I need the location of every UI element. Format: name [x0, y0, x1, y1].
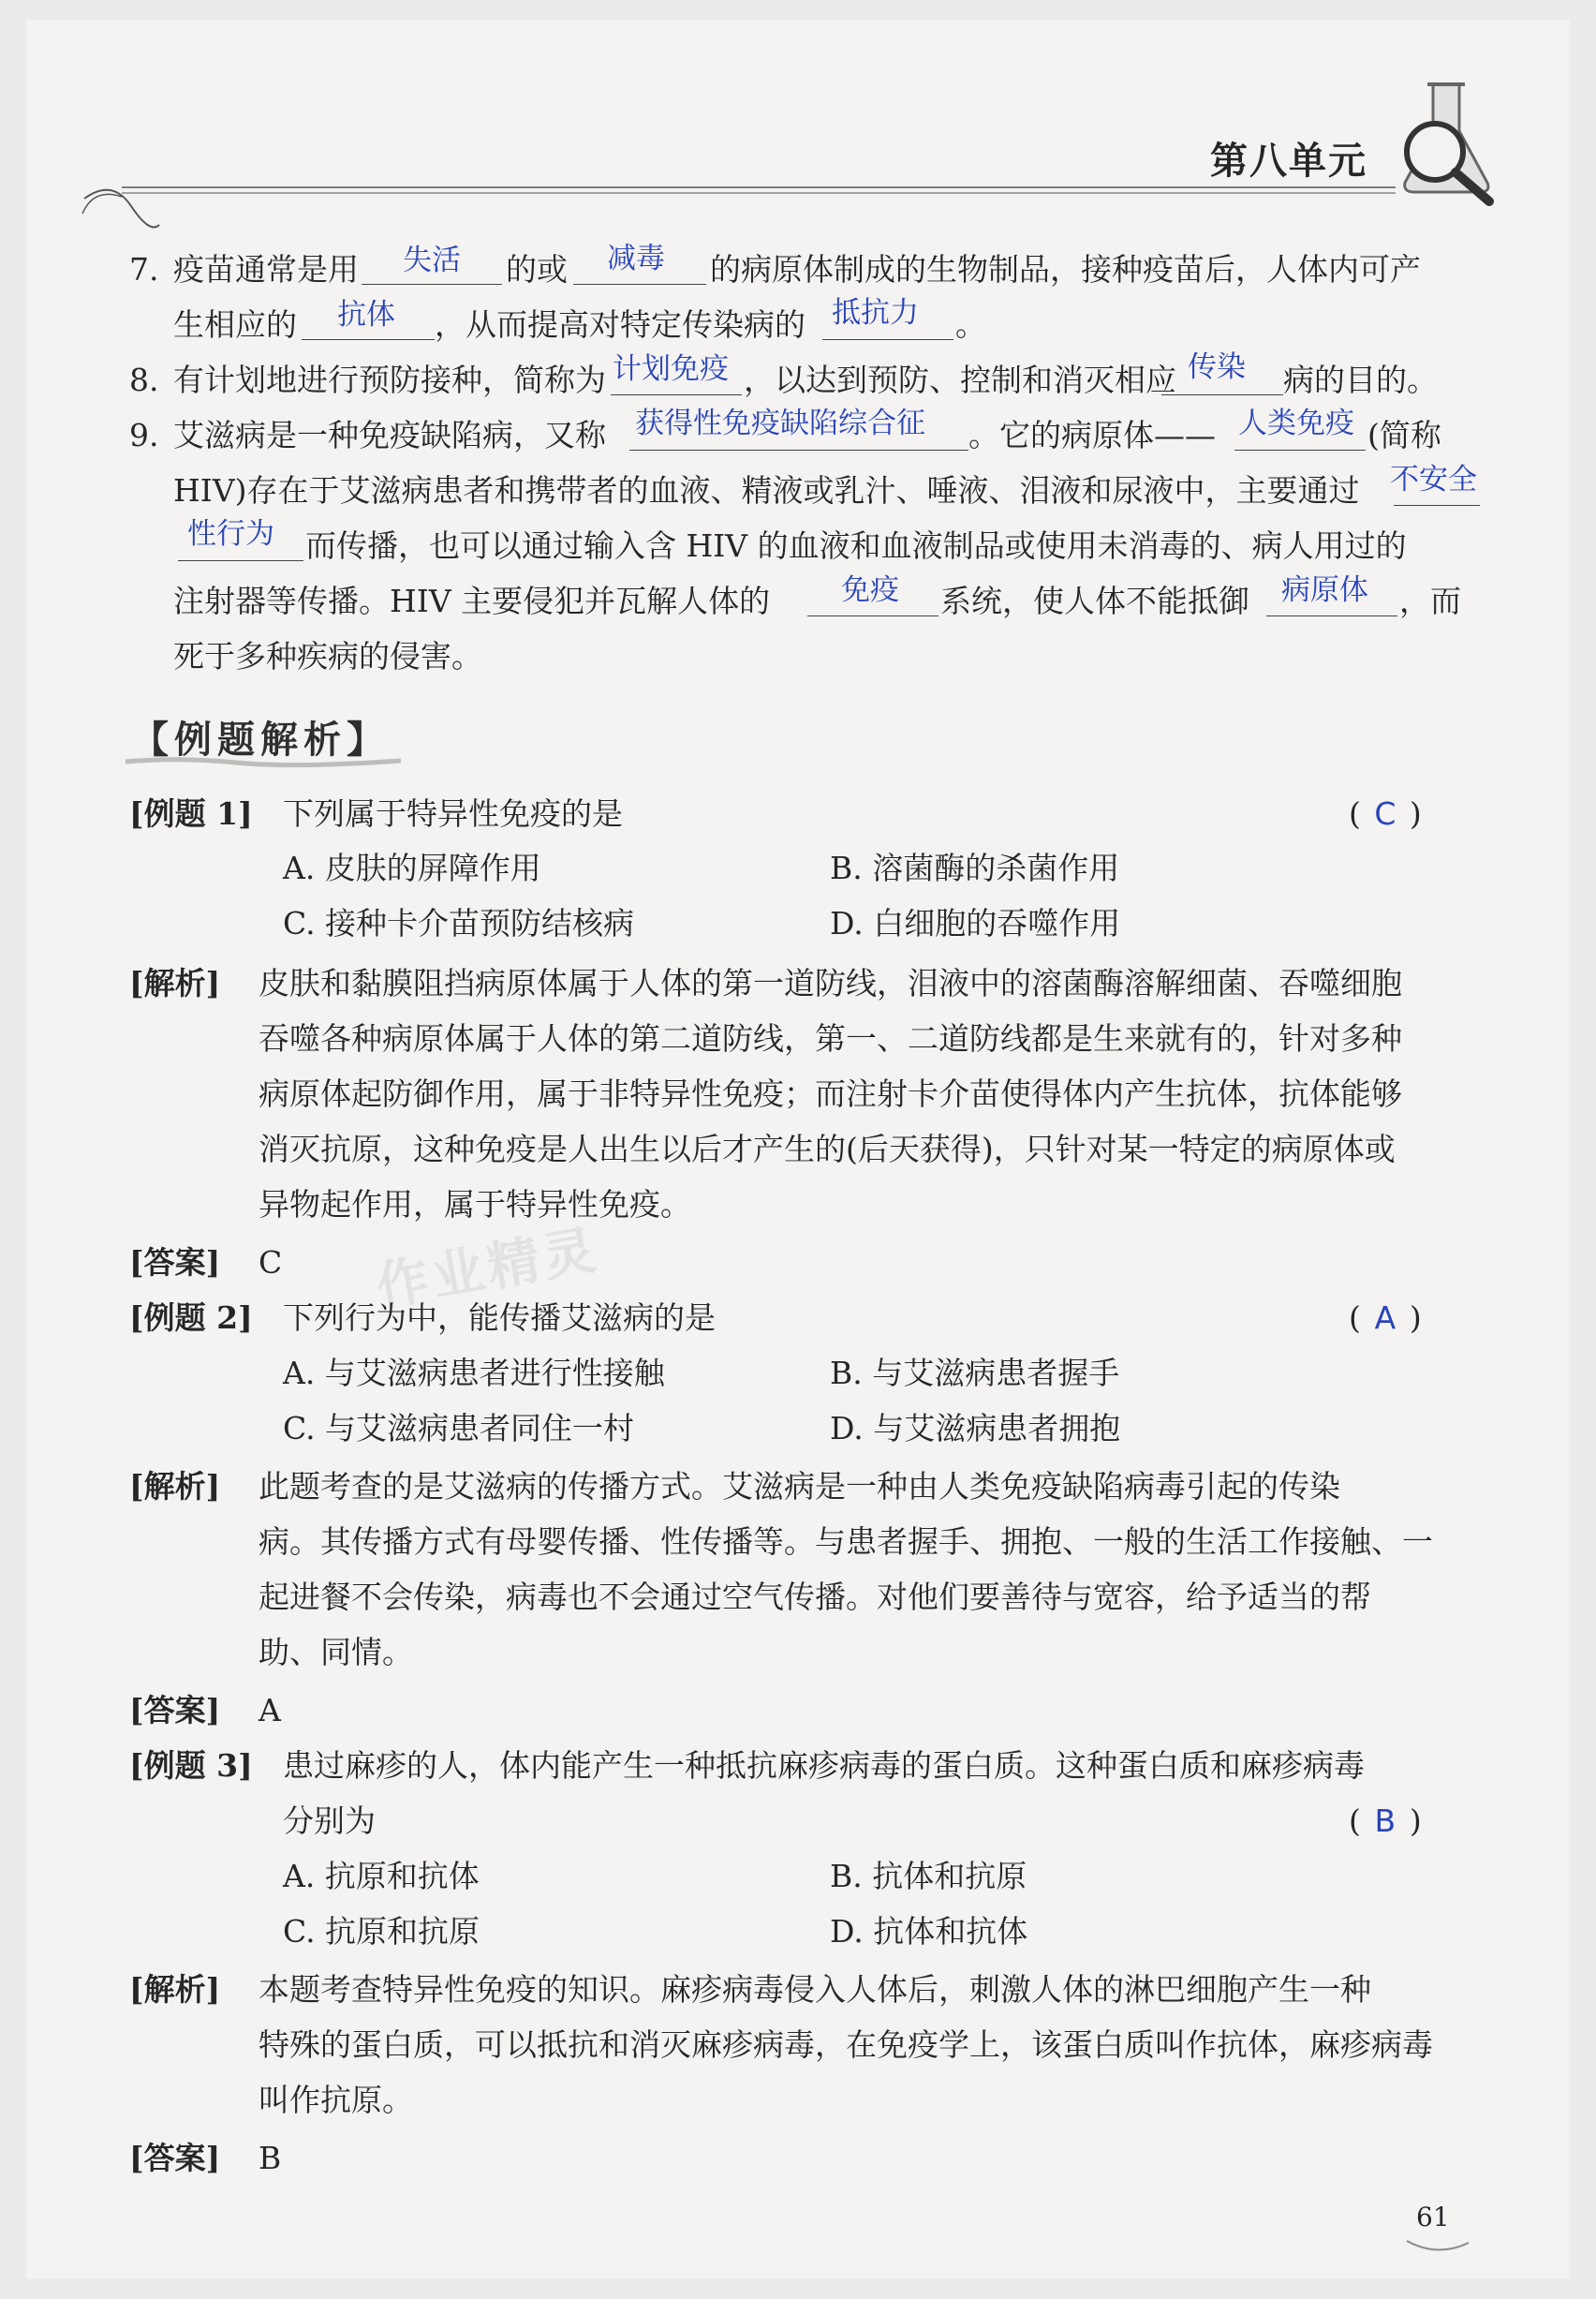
magnifier-flask-icon	[1377, 66, 1517, 206]
example2-analysis-line: 病。其传播方式有母婴传播、性传播等。与患者握手、拥抱、一般的生活工作接触、一	[259, 1523, 1433, 1560]
example1-analysis-line: 消灭抗原，这种免疫是人出生以后才产生的(后天获得)，只针对某一特定的病原体或	[259, 1131, 1396, 1167]
example2-answer-tag: [答案]	[129, 1692, 221, 1728]
q9-text-5: 死于多种疾病的侵害。	[173, 638, 482, 675]
q9-text-1c: (简称	[1367, 417, 1441, 453]
bracket-open: (	[1349, 795, 1361, 832]
q9-text-2: HIV)存在于艾滋病患者和携带者的血液、精液或乳汁、唾液、泪液和尿液中，主要通过	[173, 472, 1360, 509]
q9-text-1a: 艾滋病是一种免疫缺陷病，又称	[173, 417, 606, 453]
q7-text-1c: 的病原体制成的生物制品，接种疫苗后，人体内可产	[710, 251, 1421, 288]
q9-number: 9.	[129, 417, 159, 453]
page-number-swoosh	[1405, 2237, 1470, 2256]
example3-tag: [例题 3]	[129, 1747, 253, 1784]
bracket-close: )	[1409, 1299, 1422, 1336]
example2-tag: [例题 2]	[129, 1299, 253, 1336]
q7-text-2b: ，从而提高对特定传染病的	[435, 306, 805, 343]
example3-option-a: A. 抗原和抗体	[283, 1858, 480, 1894]
example3-answer-tag: [答案]	[129, 2140, 221, 2176]
example1-analysis-tag: [解析]	[129, 965, 221, 1001]
q9-answer-3a: 不安全	[1390, 463, 1477, 497]
q8-number: 8.	[129, 362, 159, 398]
example1-analysis-line: 皮肤和黏膜阻挡病原体属于人体的第一道防线，泪液中的溶菌酶溶解细菌、吞噬细胞	[259, 965, 1402, 1001]
example3-option-c: C. 抗原和抗原	[283, 1913, 480, 1950]
q9-answer-2: 人类免疫	[1238, 407, 1354, 440]
example3-analysis-line: 特殊的蛋白质，可以抵抗和消灭麻疹病毒，在免疫学上，该蛋白质叫作抗体，麻疹病毒	[259, 2026, 1433, 2063]
q7-text-2c: 。	[955, 306, 986, 343]
example1-analysis-line: 吞噬各种病原体属于人体的第二道防线，第一、二道防线都是生来就有的，针对多种	[259, 1020, 1402, 1057]
example2-analysis-line: 助、同情。	[259, 1634, 413, 1670]
example1-analysis-line: 病原体起防御作用，属于非特异性免疫；而注射卡介苗使得体内产生抗体，抗体能够	[259, 1075, 1402, 1112]
example3-answer-bracket	[1349, 1802, 1422, 1840]
q9-blank-1[interactable]	[629, 450, 968, 451]
example2-option-c: C. 与艾滋病患者同住一村	[283, 1410, 635, 1446]
example1-answer-mark: C	[1374, 795, 1396, 832]
q7-answer-4: 抵抗力	[832, 296, 919, 330]
q7-blank-2[interactable]	[573, 284, 706, 285]
q9-text-4a: 注射器等传播。HIV 主要侵犯并瓦解人体的	[173, 583, 771, 619]
example2-option-d: D. 与艾滋病患者拥抱	[830, 1410, 1121, 1446]
example2-option-b: B. 与艾滋病患者握手	[830, 1355, 1120, 1391]
bracket-close: )	[1409, 1802, 1422, 1839]
example1-analysis-line: 异物起作用，属于特异性免疫。	[259, 1186, 691, 1223]
q8-answer-1: 计划免疫	[613, 352, 729, 386]
q9-text-4c: ，而	[1399, 583, 1461, 619]
q9-blank-3b[interactable]	[178, 560, 303, 561]
example3-answer-mark: B	[1374, 1802, 1396, 1839]
q9-blank-2[interactable]	[1234, 450, 1366, 451]
q8-blank-1[interactable]	[611, 394, 742, 395]
example3-option-b: B. 抗体和抗原	[830, 1858, 1027, 1894]
example1-option-d: D. 白细胞的吞噬作用	[830, 905, 1121, 942]
example3-stem-line2: 分别为	[283, 1802, 376, 1839]
unit-title: 第八单元	[1210, 139, 1367, 183]
q9-text-3: 而传播，也可以通过输入含 HIV 的血液和血液制品或使用未消毒的、病人用过的	[305, 527, 1407, 564]
q7-blank-4[interactable]	[822, 339, 953, 340]
bracket-close: )	[1409, 795, 1422, 832]
example1-answer-tag: [答案]	[129, 1244, 221, 1281]
q8-text-b: ，以达到预防、控制和消灭相应	[744, 362, 1176, 398]
q8-blank-2[interactable]	[1161, 394, 1283, 395]
bracket-open: (	[1349, 1802, 1361, 1839]
section-title: 【例题解析】	[131, 719, 390, 762]
q9-blank-3a[interactable]	[1394, 505, 1480, 506]
example3-stem-line1: 患过麻疹的人，体内能产生一种抵抗麻疹病毒的蛋白质。这种蛋白质和麻疹病毒	[283, 1747, 1365, 1784]
example2-analysis-line: 此题考查的是艾滋病的传播方式。艾滋病是一种由人类免疫缺陷病毒引起的传染	[259, 1468, 1340, 1505]
watermark: 作业精灵	[371, 1219, 604, 1319]
q9-answer-1: 获得性免疫缺陷综合征	[635, 407, 925, 440]
example2-option-a: A. 与艾滋病患者进行性接触	[283, 1355, 665, 1391]
example2-analysis-tag: [解析]	[129, 1468, 221, 1505]
bracket-open: (	[1349, 1299, 1361, 1336]
section-title-underline	[124, 755, 405, 768]
q9-answer-4: 免疫	[841, 573, 899, 607]
q7-text-2a: 生相应的	[173, 306, 297, 343]
q9-text-4b: 系统，使人体不能抵御	[940, 583, 1249, 619]
example2-answer: A	[259, 1692, 281, 1728]
q9-answer-3b: 性行为	[187, 517, 274, 551]
example1-stem: 下列属于特异性免疫的是	[283, 795, 623, 832]
q8-text-c: 病的目的。	[1283, 362, 1438, 398]
example3-option-d: D. 抗体和抗体	[830, 1913, 1028, 1950]
q7-answer-1: 失活	[403, 244, 461, 277]
q7-text-1a: 疫苗通常是用	[173, 251, 359, 288]
page-number: 61	[1416, 2202, 1450, 2232]
example3-analysis-line: 本题考查特异性免疫的知识。麻疹病毒侵入人体后，刺激人体的淋巴细胞产生一种	[259, 1971, 1371, 2008]
example1-tag: [例题 1]	[129, 795, 253, 832]
example3-analysis-tag: [解析]	[129, 1971, 221, 2008]
example2-answer-bracket	[1349, 1299, 1422, 1337]
q7-number: 7.	[129, 251, 159, 288]
example1-option-a: A. 皮肤的屏障作用	[283, 850, 541, 886]
q9-answer-5: 病原体	[1281, 573, 1368, 607]
q7-blank-3[interactable]	[302, 339, 435, 340]
example1-answer: C	[259, 1244, 283, 1281]
q7-answer-2: 减毒	[607, 242, 665, 275]
q8-text-a: 有计划地进行预防接种，简称为	[173, 362, 606, 398]
q7-blank-1[interactable]	[362, 284, 502, 285]
example1-option-b: B. 溶菌酶的杀菌作用	[830, 850, 1120, 886]
example1-option-c: C. 接种卡介苗预防结核病	[283, 905, 635, 942]
q9-text-1b: 。它的病原体——	[968, 417, 1216, 453]
example3-analysis-line: 叫作抗原。	[259, 2082, 413, 2118]
example3-answer: B	[259, 2140, 282, 2176]
q7-answer-3: 抗体	[337, 298, 395, 332]
q7-text-1b: 的或	[506, 251, 568, 288]
q8-answer-2: 传染	[1188, 350, 1246, 384]
example2-stem: 下列行为中，能传播艾滋病的是	[283, 1299, 716, 1336]
example1-answer-bracket	[1349, 795, 1422, 833]
example2-answer-mark: A	[1374, 1299, 1396, 1336]
example2-analysis-line: 起进餐不会传染，病毒也不会通过空气传播。对他们要善待与宽容，给予适当的帮	[259, 1579, 1371, 1615]
